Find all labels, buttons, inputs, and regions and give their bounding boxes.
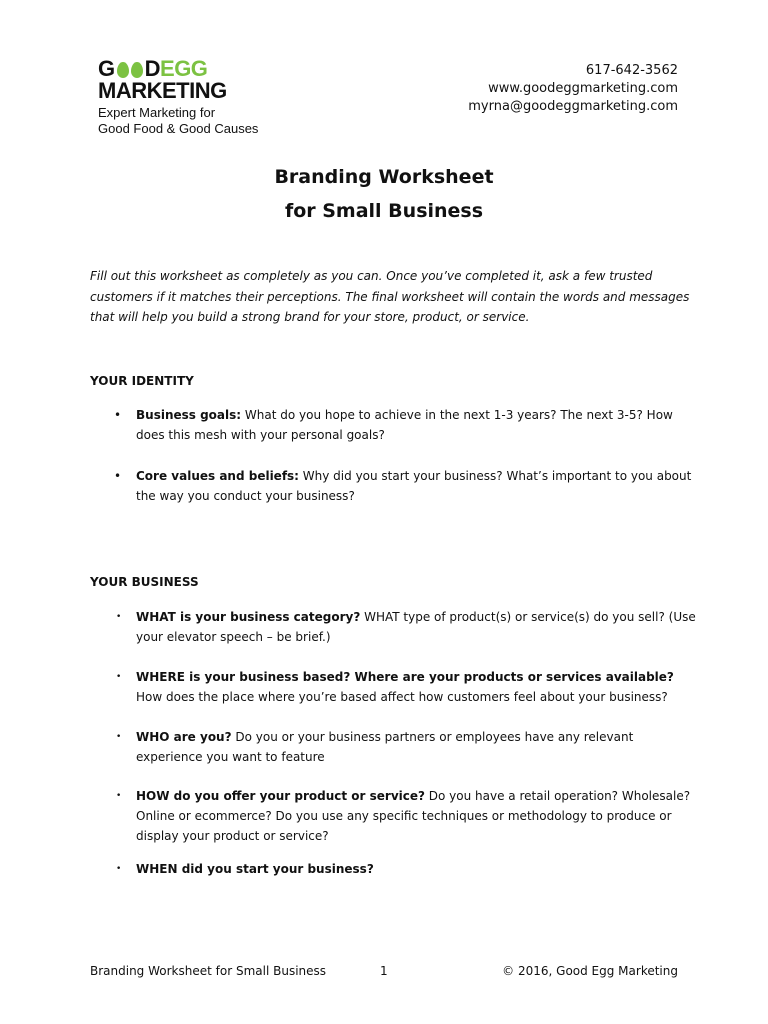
- bullet-icon: •: [114, 408, 122, 422]
- section-heading-business: YOUR BUSINESS: [90, 575, 199, 589]
- logo-wordmark-top: G D EGG: [98, 56, 208, 81]
- list-item: • Business goals: What do you hope to achieve in the next 1-3 years? The next 3-5? How does this mesh with your personal goals?: [136, 405, 696, 445]
- logo-tagline-1: Expert Marketing for: [98, 105, 216, 120]
- contact-email[interactable]: myrna@goodeggmarketing.com: [468, 99, 678, 114]
- egg-icon: [131, 62, 143, 78]
- bullet-icon: •: [116, 791, 122, 801]
- document-title: [0, 160, 768, 228]
- company-logo: [98, 58, 268, 137]
- list-item: • WHO are you? Do you or your business partners or employees have any relevant experience you want to feature: [136, 727, 696, 767]
- footer-copyright: © 2016, Good Egg Marketing: [502, 964, 678, 978]
- contact-block: [468, 62, 678, 116]
- footer-document-name: Branding Worksheet for Small Business: [90, 964, 327, 978]
- list-item: • WHAT is your business category? WHAT type of product(s) or service(s) do you sell? (Use your elevator speech – be brief.): [136, 607, 696, 647]
- contact-website[interactable]: www.goodeggmarketing.com: [488, 81, 678, 96]
- egg-icons: [116, 61, 144, 77]
- title-line-2: for Small Business: [284, 200, 484, 222]
- intro-paragraph: Fill out this worksheet as completely as you can. Once you’ve completed it, ask a few trusted customers if it matches their perceptions. The final worksheet will contain the words and messages that will help you build a strong brand for your store, product, or service.: [90, 269, 690, 324]
- list-item: • WHERE is your business based? Where are your products or services available? How does the place where you’re based affect how customers feel about your business?: [136, 667, 696, 707]
- bullet-icon: •: [116, 732, 122, 742]
- section-heading-identity: YOUR IDENTITY: [90, 374, 194, 388]
- bullet-icon: •: [116, 672, 122, 682]
- title-line-1: Branding Worksheet: [274, 166, 494, 188]
- logo-wordmark-bottom: MARKETING: [98, 78, 227, 103]
- footer-page-number: 1: [380, 964, 388, 978]
- list-item: • WHEN did you start your business?: [136, 859, 696, 879]
- contact-phone: 617-642-3562: [585, 63, 678, 78]
- list-item: • Core values and beliefs: Why did you start your business? What’s important to you about the way you conduct your business?: [136, 466, 696, 506]
- logo-tagline-2: Good Food & Good Causes: [98, 121, 259, 136]
- bullet-icon: •: [114, 469, 122, 483]
- bullet-icon: •: [116, 864, 122, 874]
- egg-icon: [117, 62, 129, 78]
- bullet-icon: •: [116, 612, 122, 622]
- list-item: • HOW do you offer your product or service? Do you have a retail operation? Wholesale? Online or ecommerce? Do you use any specific techniques or methodology to produce or display your product or service?: [136, 786, 696, 846]
